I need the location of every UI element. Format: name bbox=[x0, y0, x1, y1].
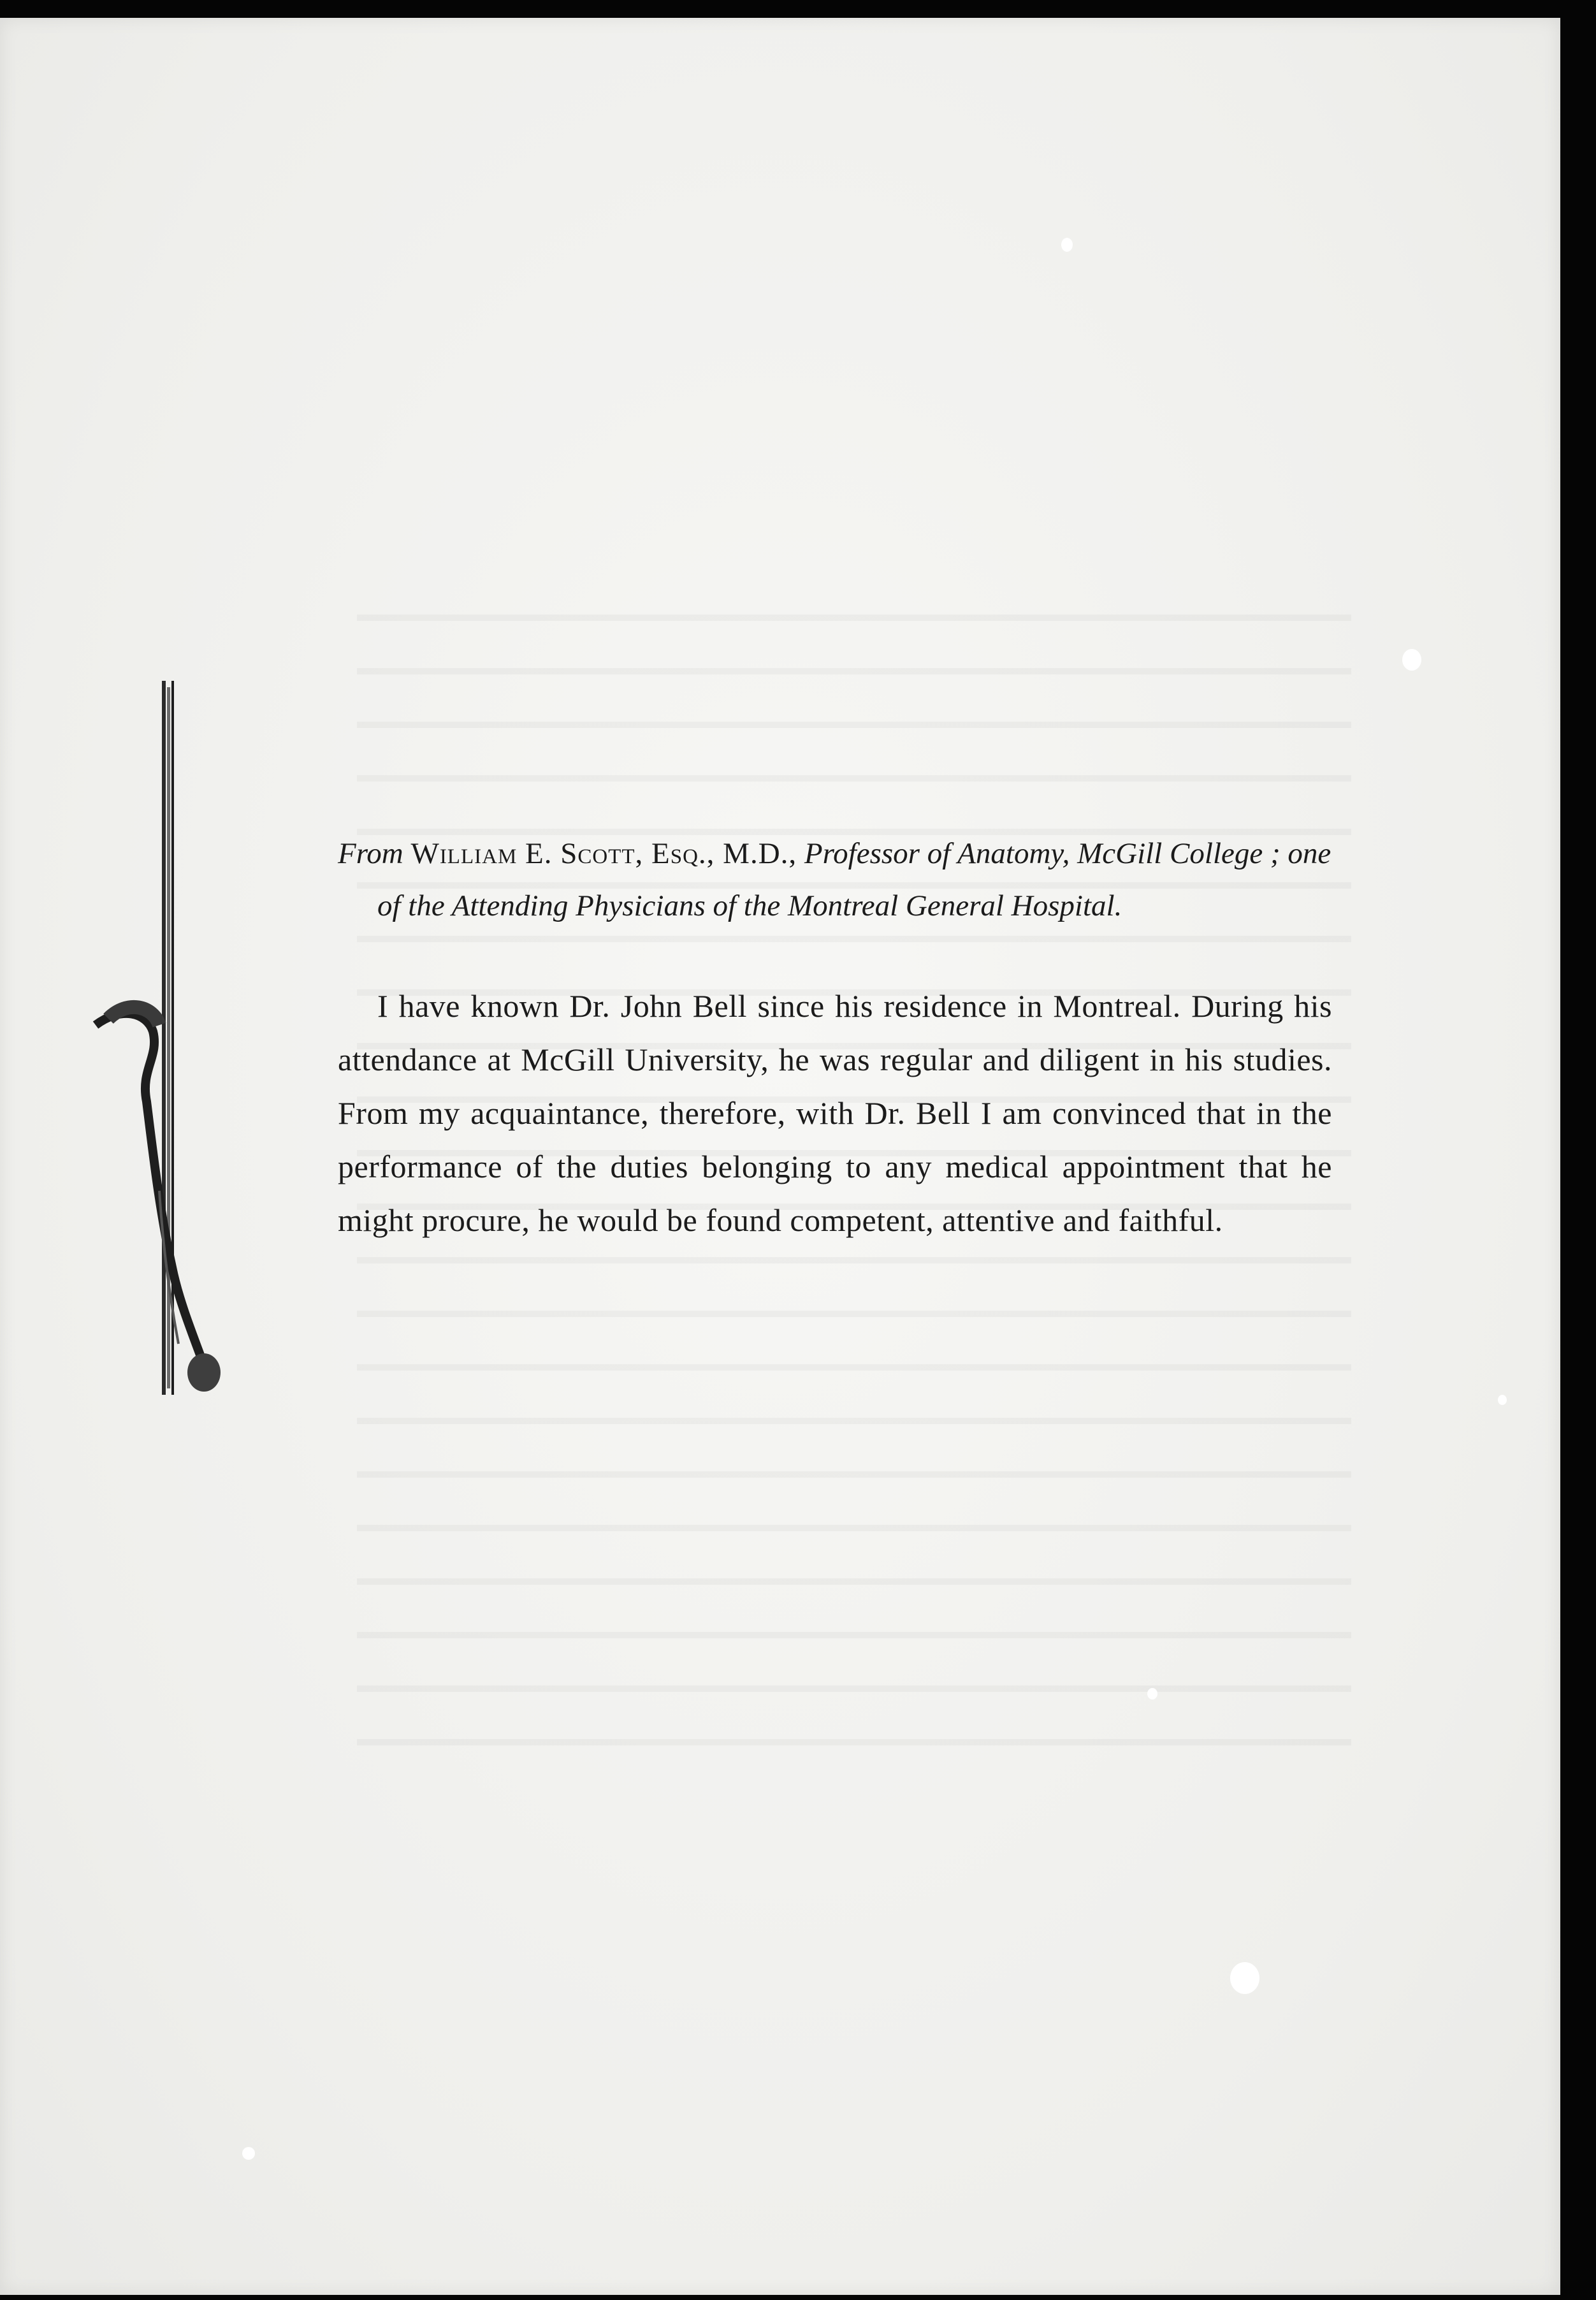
dust-speck bbox=[1061, 238, 1073, 252]
letter-page bbox=[0, 18, 1560, 2295]
ribbon-tassel bbox=[83, 1000, 223, 1395]
author-name: William E. Scott, Esq., M.D., bbox=[410, 837, 797, 870]
letter-body: I have known Dr. John Bell since his residence in Montreal. During his attendance at McGill University, he was regular and diligent in his studies. From my acquaintance, therefore, with Dr. Bell I am convinced that in the performance of the duties belonging to any medical appointment that he might procure, he would be found competent, attentive and faithful. bbox=[338, 988, 1332, 1238]
dust-speck bbox=[1402, 649, 1421, 671]
from-label: From bbox=[338, 837, 403, 870]
author-title: Professor of Anatomy, McGill College ; one of the Attending Physicians of the Montreal General Hospital. bbox=[377, 837, 1331, 922]
testimonial-letter bbox=[338, 827, 1332, 1247]
dust-speck bbox=[242, 2147, 255, 2160]
letter-heading bbox=[338, 827, 1332, 932]
dust-speck bbox=[1147, 1688, 1157, 1700]
dust-speck bbox=[1230, 1962, 1259, 1994]
dust-speck bbox=[1498, 1395, 1507, 1405]
